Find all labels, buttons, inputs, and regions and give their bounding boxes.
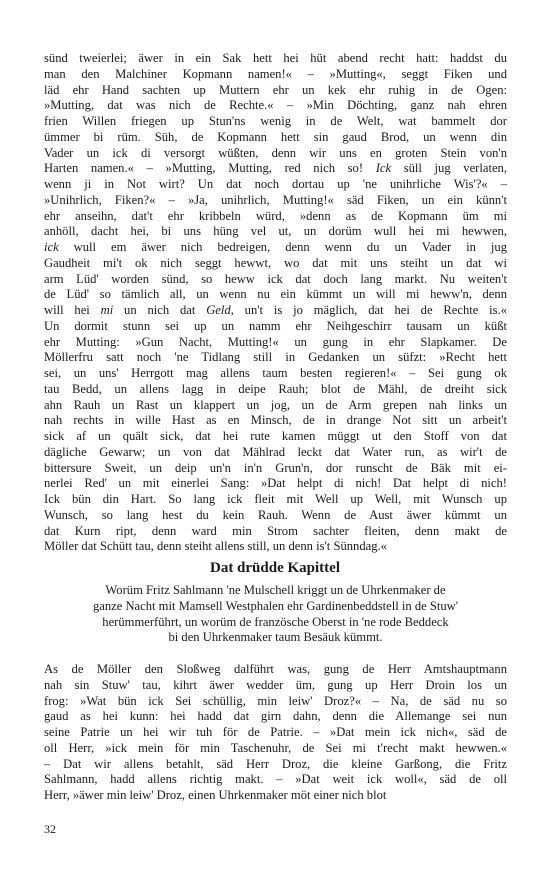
text-line: Gaudheit mi't ok nich seggt hewwt, wo dat mit uns steiht un dat wi xyxy=(44,255,507,270)
text-line: Vader un ick di versorgt wüßten, denn wir uns en groten Stein von'n xyxy=(44,145,507,160)
text-line: ganze Nacht mit Mamsell Westphalen ehr Gardinenbeddstell in de Stuw' xyxy=(92,598,459,613)
text-line: man den Malchiner Kopmann namen!« – »Mutting«, seggt Fiken und xyxy=(44,66,507,81)
text-line: arm Lüd' worden sünd, so heww ick dat doch lang markt. Nu weiten't xyxy=(44,271,507,286)
text-line: As de Möller den Sloßweg dalführt was, gung de Herr Amtshauptmann xyxy=(44,662,507,676)
text-line: gaud as hei kunn: hei hadd dat girn dahn, denn die Allemange sei nun xyxy=(44,709,507,724)
text-line: »Mutting, dat was nich de Rechte.« – »Min Döchting, ganz nah ehren xyxy=(44,98,507,113)
text-line: Worüm Fritz Sahlmann 'ne Mulschell kriggt un de Uhrkenmaker de xyxy=(105,583,446,597)
text-line: Un dormit stunn sei up un namm ehr Neihgeschirr tausam un küßt xyxy=(44,318,507,333)
page-number: 32 xyxy=(44,822,56,836)
text-line: tau Bedd, un allens lagg in deipe Rauh; blot de Mähl, de dreiht sick xyxy=(44,381,507,396)
text-line: Sahlmann, hadd allens richtig makt. – »Dat weit ick woll«, säd de oll xyxy=(44,772,507,787)
text-line: »Unihrlich, Fiken?« – »Ja, unihrlich, Mutting!« säd Fiken, un ein künn't xyxy=(44,192,507,207)
text-line: frog: »Wat bün ick Sei schüllig, min leiw' Droz?« – Na, de säd nu so xyxy=(44,693,507,708)
text-line: Ick bün din Hart. So lang ick fleit mit Well up Well, mit Wunsch up xyxy=(44,492,507,506)
text-line: ahn Rauh un Rast un klappert un jog, un de Arm grepen nah links un xyxy=(44,397,507,412)
text-line: Wunsch, so lang hest du kein Rauh. Wenn de Aust äwer kümmt un xyxy=(44,507,507,522)
text-line: nah sin Stuw' tau, kihrt äwer wedder üm, gung up Herr Droin los un xyxy=(44,677,507,692)
text-line: läd ehr Hand sachten up Muttern ehr un kek ehr ruhig in de Ogen: xyxy=(44,82,507,97)
text-line: wenn ji in Not wirt? Un dat noch dortau up 'ne unihrliche Wis'?« – xyxy=(44,177,507,191)
text-line: Harten namen.« – »Mutting, Mutting, red nich so! Ick süll jug verlaten, xyxy=(44,161,507,176)
text-line: anhöll, dacht hei, bi uns hüng vel ut, un dorüm wull hei mi hewwen, xyxy=(44,224,507,239)
text-line: sünd tweierlei; äwer in ein Sak hett hei hüt abend recht hatt: haddst du xyxy=(44,51,507,65)
text-line: Möllerfru satt noch 'ne Tidlang still in Gedanken un süfzt: »Recht hett xyxy=(44,350,507,365)
text-line: Herr, »äwer min leiw' Droz, einen Uhrkenmaker möt einer nich blot xyxy=(44,788,387,802)
text-line: nah rechts in wille Hast as en Minsch, de in drange Not sitt un arbeit't xyxy=(44,413,507,428)
text-line: dat Kurn ript, denn ward min Strom sachter fleiten, denn makt de xyxy=(44,523,507,538)
text-line: sick af un quält sick, dat hei rute kamen müggt ut den Stoff von dat xyxy=(44,429,507,443)
text-line: herümmerführt, un worüm de französche Oberst in 'ne rode Beddeck xyxy=(102,614,449,629)
text-line: ick wull em äwer nich bedreigen, denn wenn du un Vader in jug xyxy=(44,240,507,254)
text-line: Möller dat Schütt tau, denn steiht allens still, un denn is't Sünndag.« xyxy=(44,539,387,554)
body-paragraph-1 xyxy=(44,51,507,555)
body-paragraph-2 xyxy=(44,662,507,804)
text-line: bittersure Sweit, un deip un'n in'n Grun'n, dor runscht de Bäk mit ei- xyxy=(44,460,507,475)
text-line: – Dat wir allens betahlt, säd Herr Droz, die kleine Garßong, die Fritz xyxy=(44,756,507,771)
text-line: seine Patrie un hei wir tuh för de Patrie. – »Dat mein ick nich«, säd de xyxy=(44,725,507,739)
text-line: will hei mi un nich dat Geld, un't is jo mäglich, dat hei de Rechte is.« xyxy=(44,303,507,317)
text-line: sei, un uns' Herrgott mag allens taum besten regieren!« – Sei gung ok xyxy=(44,366,507,380)
text-line: de Lüd' so tämlich all, un wenn nu ein kümmt un will mi heww'n, denn xyxy=(44,287,507,302)
text-line: ehr anseihn, dat't ehr kribbeln würd, »denn as de Kopmann üm mi xyxy=(44,208,507,223)
chapter-title: Dat drüdde Kapittel xyxy=(209,560,340,576)
text-line: bi den Uhrkenmaker taum Besäuk kümmt. xyxy=(168,630,383,645)
text-line: dägliche Gewarw; un von dat Mählrad leckt dat Water run, as wir't de xyxy=(44,444,507,459)
text-line: ümmer bi rüm. Süh, de Kopmann hett sin gaud Brod, un wenn din xyxy=(44,129,507,144)
text-line: nerlei Red' un mit einerlei Sang: »Dat helpt di nich! Dat helpt di nich! xyxy=(44,476,507,491)
chapter-summary xyxy=(44,583,507,646)
text-line: ehr Mutting: »Gun Nacht, Mutting!« un gung in ehr Slapkamer. De xyxy=(44,334,507,349)
text-line: oll Herr, »ick mein för min Taschenuhr, de Sei mi t'recht makt hewwen.« xyxy=(44,740,507,755)
text-line: frien Willen friegen up Stun'ns wenig in de Welt, wat bammelt dor xyxy=(44,114,507,128)
